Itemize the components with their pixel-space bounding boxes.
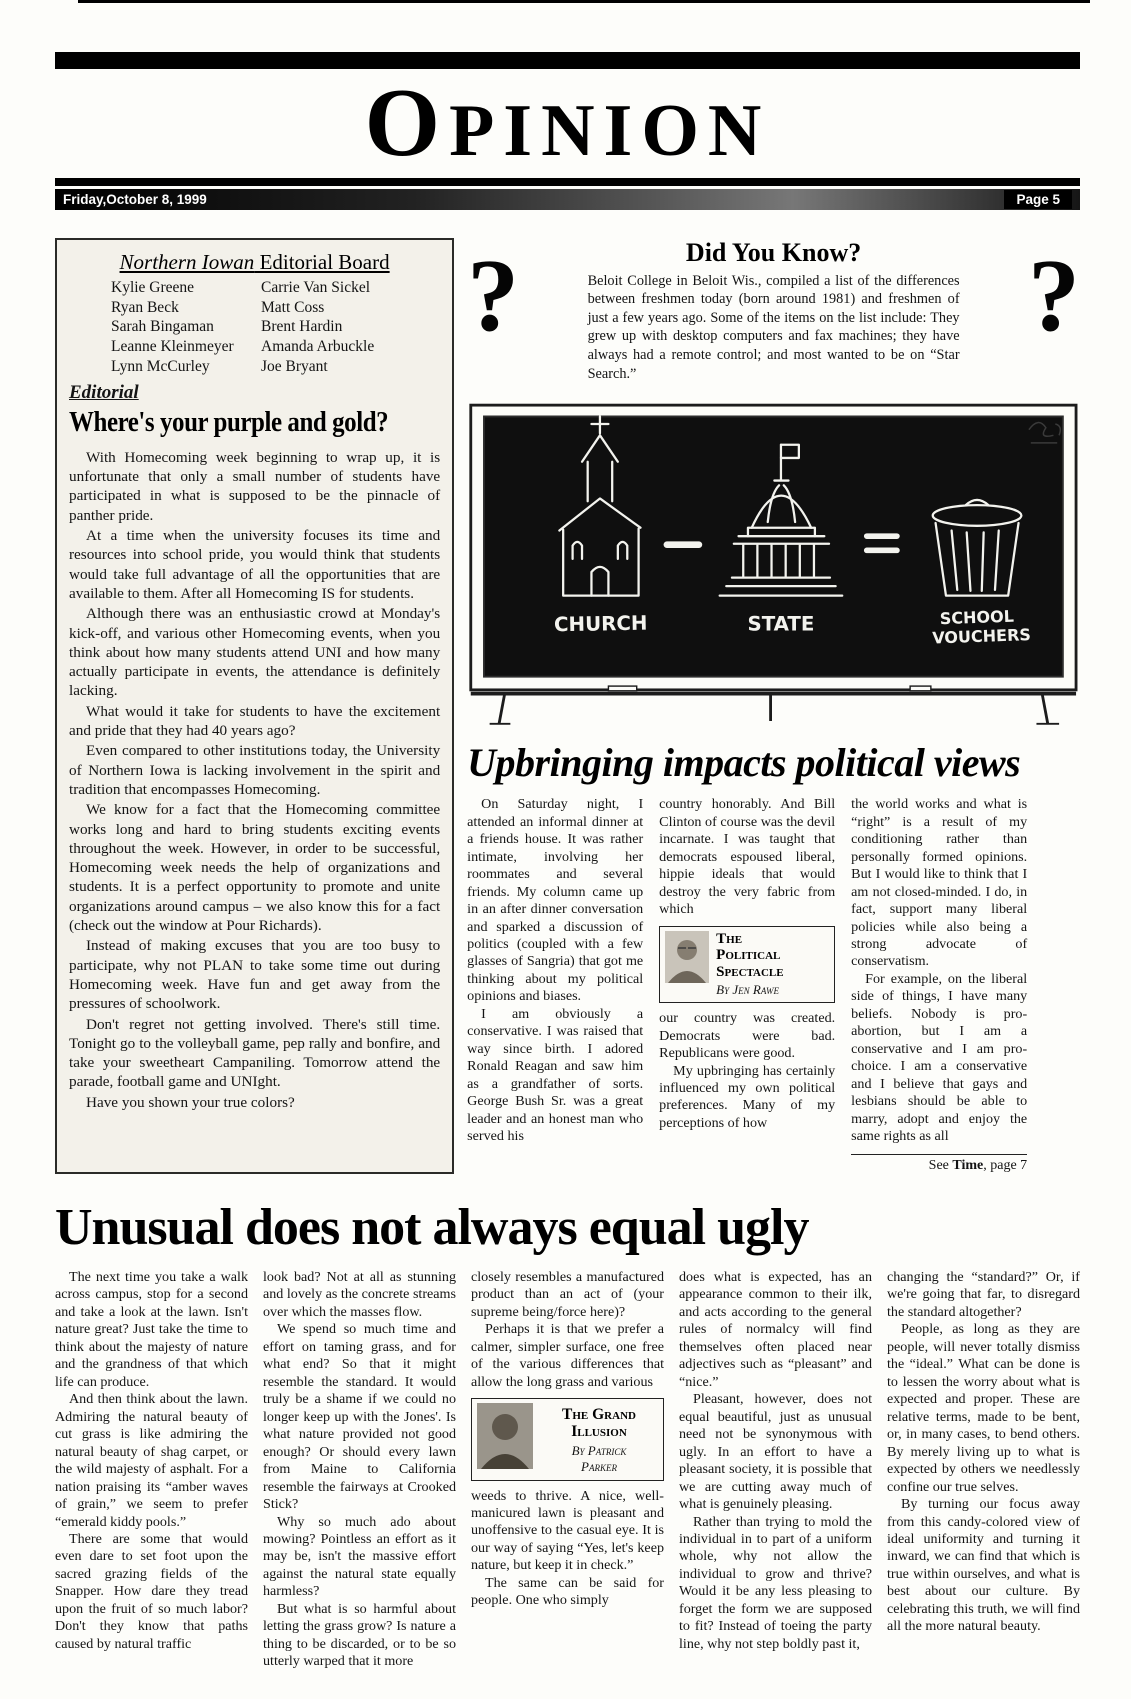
chalk-piece <box>910 686 931 691</box>
editorial-kicker: Editorial <box>69 381 139 403</box>
article-paragraph: Pleasant, however, does not equal beautiful, just as unusual need not be synonymous with ugly. In an effort to have a pleasant society, it is possible that we are cutting away much of what is genuinely pleasing. <box>679 1391 872 1513</box>
vouchers-label-line1: SCHOOL <box>939 606 1015 629</box>
unusual-col-4 <box>679 1269 872 1671</box>
board-member: Carrie Van Sickel <box>261 278 371 296</box>
right-region <box>467 238 1080 1174</box>
article-paragraph: There are some that would even dare to set foot upon the sacred grazing fields of the Snapper. How dare they tread upon the fruit of so much labor? Don't they know that paths caused by natural traffic <box>55 1530 248 1652</box>
editorial-board-title <box>69 250 440 275</box>
article-paragraph: look bad? Not at all as stunning and lovely as the concrete streams over which the masses flow. <box>263 1268 456 1320</box>
columnist-photo <box>665 931 709 983</box>
unusual-headline: Unusual does not always equal ugly <box>55 1198 809 1256</box>
unusual-article <box>55 1198 1080 1671</box>
grand-illusion-byline-box <box>471 1398 664 1480</box>
article-paragraph: country honorably. And Bill Clinton of course was the devil incarnate. I was taught that democrats espoused liberal, hippie ideals that would destroy the very fabric from which <box>659 796 836 918</box>
date-label: Friday,October 8, 1999 <box>63 191 207 207</box>
masthead <box>0 0 1131 210</box>
article-paragraph: We spend so much time and effort on taming grass, and for what end? So that it might resemble the standard. It would truly be a shame if we could no longer keep up with the Jones'. Is what nature provided not good enough? Or should every lawn from Maine to California resemble the fairways at Crooked Stick? <box>263 1321 456 1513</box>
article-paragraph: The same can be said for people. One who simply <box>471 1574 664 1609</box>
state-label: STATE <box>747 612 815 636</box>
article-paragraph: Instead of making excuses that you are too busy to participate, why not PLAN to take some time out during Homecoming week. Have fun and get away from the pressures of schoolwork. <box>69 937 441 1013</box>
cartoon-blackboard <box>467 393 1080 735</box>
editorial-body <box>69 448 440 1112</box>
byline-author: By Patrick Parker <box>571 1443 627 1475</box>
board-member: Amanda Arbuckle <box>261 338 375 356</box>
jen-rawe-photo <box>665 931 709 983</box>
board-names-left <box>111 278 261 377</box>
article-paragraph: Why so much ado about mowing? Pointless an effort as it may be, isn't the massive effort against the natural state equally harmless? <box>263 1513 456 1600</box>
continued-reference: See Time, page 7 <box>851 1154 1027 1174</box>
byline-title-line: Spectacle <box>716 963 784 980</box>
article-paragraph: Although there was an enthusiastic crowd at Monday's kick-off, and various other Homecoming events, when you think about how many students attend UNI and how many actually participate in events, the attendance is definitely lacking. <box>69 605 441 700</box>
editorial-board-names <box>111 278 440 377</box>
article-paragraph: Have you shown your true colors? <box>86 1093 295 1111</box>
byline-author: By Jen Rawe <box>716 982 779 997</box>
article-paragraph: On Saturday night, I attended an informal dinner at a friends house. It was rather intimate, involving her roommates and several friends. My column came up in an after dinner conversation and sparked a discussion of politics (coupled with a few glasses of Sangria) that got me thinking about my political opinions and biases. <box>467 796 644 1005</box>
article-paragraph: Even compared to other institutions today, the University of Northern Iowa is lacking involvement in the spirit and tradition that encompasses Homecoming. <box>69 742 441 798</box>
board-member: Leanne Kleinmeyer <box>111 338 234 356</box>
byline-title-line: The Grand <box>562 1406 636 1424</box>
article-paragraph: But what is so harmful about letting the grass grow? Is nature a thing to be discarded, or to be so utterly warped that it more <box>263 1600 456 1670</box>
upbringing-col-3 <box>851 796 1027 1174</box>
article-paragraph: The next time you take a walk across campus, stop for a second and take a look at the lawn. Isn't nature great? Just take the time to think about the majesty of nature and the grandness of that which life can produce. <box>55 1268 248 1390</box>
byline-title-line: The <box>716 930 743 947</box>
article-paragraph: People, as long as they are people, will never totally dismiss the “ideal.” What can be done is to lessen the worry about what is expected and proper. These are relative terms, made to be bent, or, in many cases, to bend others. By merely living up to what is expected by others we needlessly confine our true selves. <box>887 1321 1080 1495</box>
easel-legs <box>499 694 1048 724</box>
board-title-rest: Editorial Board <box>254 249 390 274</box>
masthead-rule-top <box>55 52 1080 69</box>
upbringing-col-1 <box>467 796 643 1174</box>
article-paragraph: What would it take for students to have the excitement and pride that they had 40 years ago? <box>69 702 441 740</box>
did-you-know-box <box>467 238 1080 383</box>
board-member: Lynn McCurley <box>111 358 210 376</box>
byline-title-line: Political <box>716 947 781 963</box>
unusual-col-3 <box>471 1269 664 1671</box>
article-paragraph: We know for a fact that the Homecoming committee works long and hard to bring students exciting events throughout the week. However, in order to be successful, Homecoming week needs the help of organizations and students. It is a perfect opportunity to promote and unite organizations around campus – we also know this for a fact (check out the window at Pour Richards). <box>69 801 441 935</box>
board-member: Sarah Bingaman <box>111 318 214 336</box>
article-paragraph: Rather than trying to mold the individual in to part of a uniform whole, why not allow the individual to grow and thrive? Would it be any less pleasing to forget the form we are supposed to fit? Instead of toeing the party line, why not step boldly past it, <box>679 1513 872 1652</box>
patrick-parker-photo <box>477 1403 533 1469</box>
upbringing-col-2 <box>659 796 835 1174</box>
article-paragraph: the world works and what is “right” is a result of my conditioning rather than personally formed opinions. But I would like to think that I am not closed-minded. I do, in fact, support many liberal policies while also being a strong advocate of conservatism. <box>851 796 1028 970</box>
article-paragraph: By turning our focus away from this candy-colored view of ideal uniformity and turning it inward, we can find that which is true within ourselves, and what is best about our culture. By celebrating this truth, we will find all the more natural beauty. <box>887 1496 1080 1635</box>
unusual-col-1 <box>55 1269 248 1671</box>
did-you-know-body: Beloit College in Beloit Wis., compiled a list of the differences between freshmen today (born around 1981) and freshmen of just a few years ago. Some of the items on the list include: They grew up with desktop computers and fax machines; they have always had a remote control; and most wanted to be on “Star Search.” <box>587 272 960 382</box>
masthead-rule-bottom <box>55 178 1080 186</box>
article-paragraph: does what is expected, has an appearance common to their ilk, and acts according to the general rules of normalcy will find themselves often placed near adjectives such as “pleasant” and “nice.” <box>679 1268 872 1390</box>
board-member: Matt Coss <box>261 298 325 316</box>
board-member: Ryan Beck <box>111 298 179 316</box>
section-title: OPINION <box>364 69 771 176</box>
board-member: Brent Hardin <box>261 318 343 336</box>
article-paragraph: Perhaps it is that we prefer a calmer, simpler surface, one free of the various differences that allow the long grass and various <box>471 1321 664 1390</box>
board-names-right <box>261 278 374 377</box>
article-paragraph: At a time when the university focuses its time and resources into school pride, you would think that students would take full advantage of all the opportunities that are available to them. After all Homecoming IS for students. <box>69 527 441 602</box>
unusual-col-5 <box>887 1269 1080 1671</box>
editorial-cartoon <box>467 393 1080 735</box>
article-paragraph: With Homecoming week beginning to wrap up, it is unfortunate that only a small number of students have participated in what is supposed to be the pinnacle of panther pride. <box>69 448 441 524</box>
article-paragraph: our country was created. Democrats were bad. Republicans were good. <box>659 1010 836 1062</box>
byline-title-line: Illusion <box>571 1423 627 1441</box>
article-paragraph: weeds to thrive. A nice, well-manicured lawn is pleasant and unoffensive to the casual eye. It is our way of saying “Yes, let's keep nature, but keep it in check.” <box>471 1487 664 1574</box>
vouchers-label-line2: VOUCHERS <box>932 625 1032 648</box>
upbringing-headline: Upbringing impacts political views <box>467 740 1021 786</box>
church-label: CHURCH <box>554 611 648 637</box>
editorial-column <box>55 238 454 1174</box>
question-mark-icon: ? <box>467 237 520 353</box>
board-member: Kylie Greene <box>111 278 195 296</box>
question-mark-icon: ? <box>1028 237 1080 353</box>
article-paragraph: changing the “standard?” Or, if we're going that far, to disregard the standard altogether? <box>887 1268 1080 1320</box>
board-title-paper-name: Northern Iowan <box>119 249 255 274</box>
board-member: Joe Bryant <box>261 358 328 376</box>
article-paragraph: I am obviously a conservative. I was raised that way since birth. I adored Ronald Reagan and saw him as a grandfather of sorts. George Bush Sr. was a great leader and an honest man who served his <box>467 1005 644 1145</box>
article-paragraph: Don't regret not getting involved. There's still time. Tonight go to the volleyball game, pep rally and bonfire, and take your sweetheart Campaniling. Tomorrow attend the parade, football game and UNIght. <box>69 1015 441 1091</box>
article-paragraph: For example, on the liberal side of things, I have many beliefs. Nobody is pro-abortion, but I am a conservative and I am pro-choice. I am a conservative and I believe that gays and lesbians should be able to marry, adopt and enjoy the same rights as all <box>851 970 1028 1145</box>
did-you-know-title: Did You Know? <box>685 237 862 267</box>
date-bar <box>55 189 1080 210</box>
page-number: Page 5 <box>1004 190 1072 209</box>
scan-artifact-line <box>78 0 1090 3</box>
political-spectacle-byline-box <box>659 926 835 1004</box>
unusual-col-2 <box>263 1269 456 1671</box>
chalk-piece <box>609 686 637 691</box>
columnist-photo <box>477 1403 533 1469</box>
article-paragraph: And then think about the lawn. Admiring the natural beauty of cut grass is like admiring the natural beauty of shag carpet, or the wild majesty of asphalt. For a nation praising its “amber waves of grain,” we seem to prefer “emerald kiddy pools.” <box>55 1391 248 1530</box>
upbringing-article <box>467 796 1027 1174</box>
article-paragraph: My upbringing has certainly influenced my own political preferences. Many of my perceptions of how <box>659 1062 836 1131</box>
article-paragraph: closely resembles a manufactured product than an act of (your supreme being/force here)? <box>471 1268 664 1320</box>
editorial-headline: Where's your purple and gold? <box>69 405 389 438</box>
